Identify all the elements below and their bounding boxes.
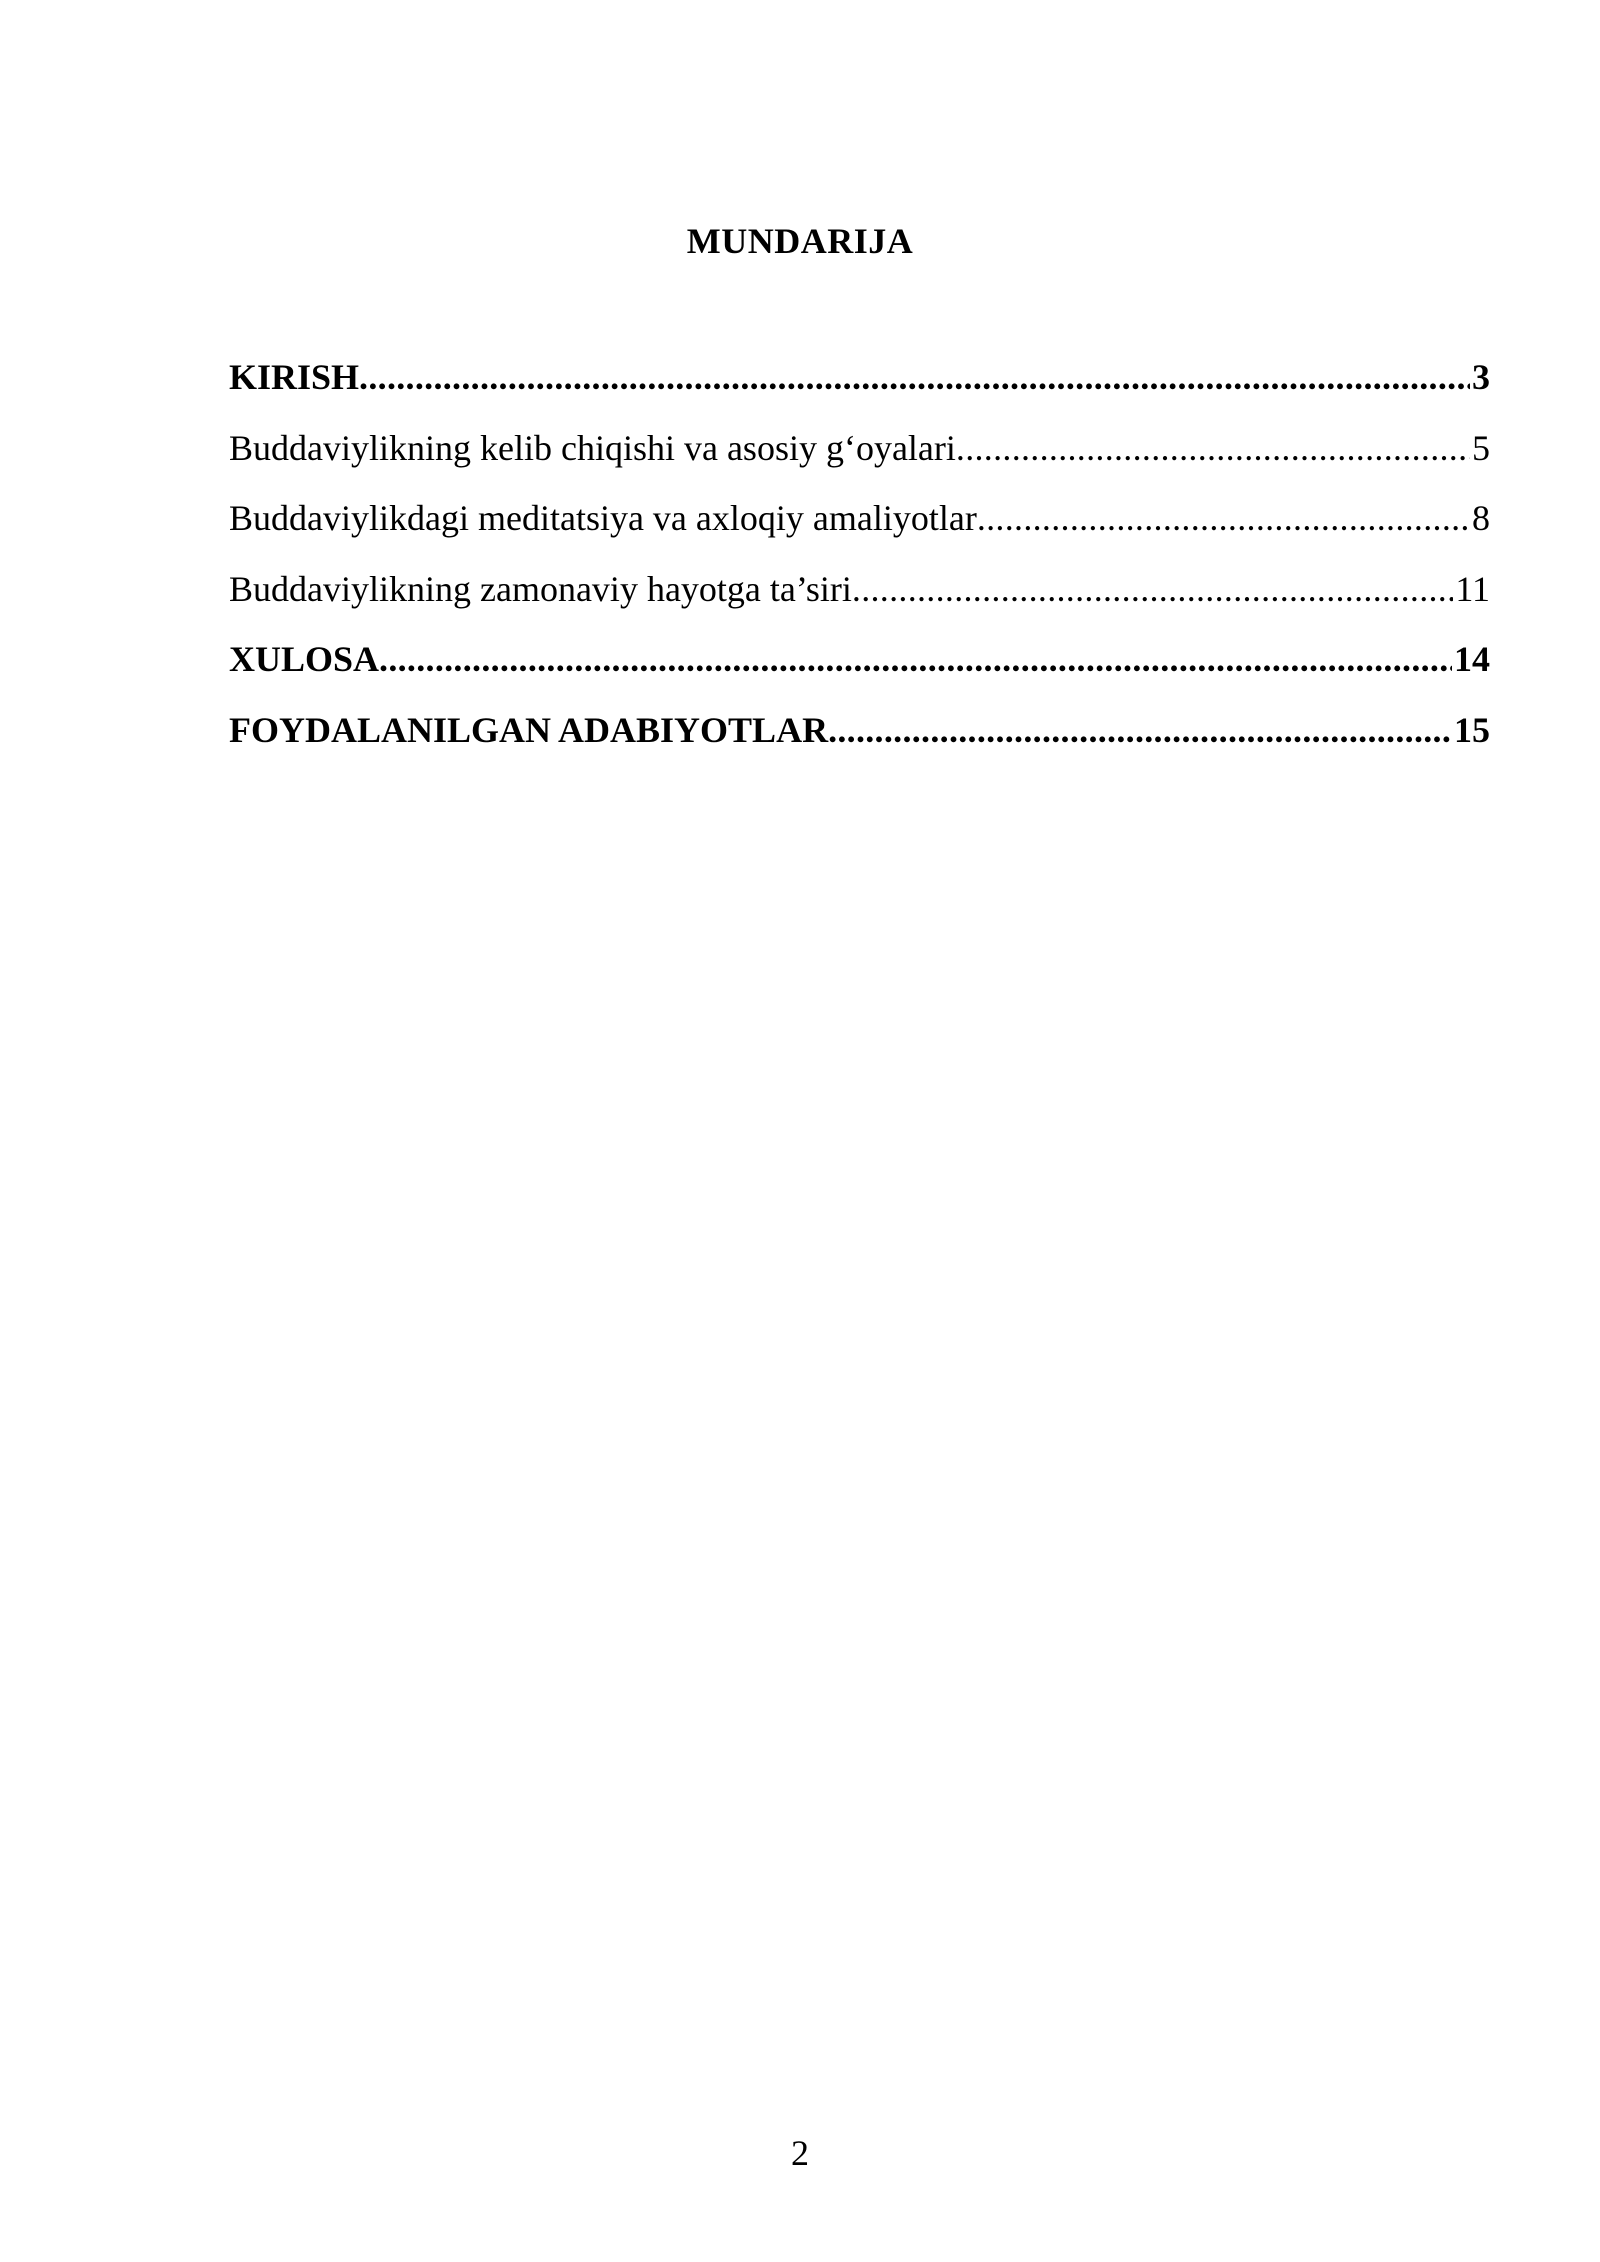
toc-dot-leader xyxy=(828,703,1452,757)
page-number: 2 xyxy=(791,2133,809,2173)
toc-dot-leader xyxy=(977,491,1470,545)
toc-entry-page: 5 xyxy=(1472,427,1490,468)
toc-entry-kirish[interactable] xyxy=(229,350,1490,421)
toc-entry-label: Buddaviylikning zamonaviy hayotga ta’siri xyxy=(229,568,852,609)
toc-entry-kelib-chiqishi[interactable] xyxy=(229,421,1490,492)
toc-entry-label: Buddaviylikdagi meditatsiya va axloqiy amaliyotlar xyxy=(229,498,977,538)
toc-entry-adabiyotlar[interactable] xyxy=(229,703,1490,774)
toc-dot-leader xyxy=(852,562,1453,616)
toc-entry-zamonaviy-hayot[interactable] xyxy=(229,562,1490,633)
toc-entry-xulosa[interactable] xyxy=(229,632,1490,703)
toc-entry-label: KIRISH xyxy=(229,357,360,397)
page-title: MUNDARIJA xyxy=(686,221,914,261)
toc-entry-page: 8 xyxy=(1472,498,1490,538)
toc-entry-page: 15 xyxy=(1454,709,1490,750)
toc-entry-label: XULOSA xyxy=(229,639,380,679)
toc-entry-meditatsiya[interactable] xyxy=(229,491,1490,562)
toc-entry-page: 14 xyxy=(1454,639,1490,679)
toc-entry-label: FOYDALANILGAN ADABIYOTLAR xyxy=(229,709,829,750)
toc-dot-leader xyxy=(956,421,1470,475)
toc-entry-label: Buddaviylikning kelib chiqishi va asosiy g‘oyalari xyxy=(229,427,956,468)
toc-dot-leader xyxy=(359,350,1470,404)
toc-dot-leader xyxy=(379,632,1452,686)
toc-entry-page: 11 xyxy=(1455,568,1490,609)
toc-entry-page: 3 xyxy=(1472,357,1490,397)
table-of-contents xyxy=(229,350,1490,773)
